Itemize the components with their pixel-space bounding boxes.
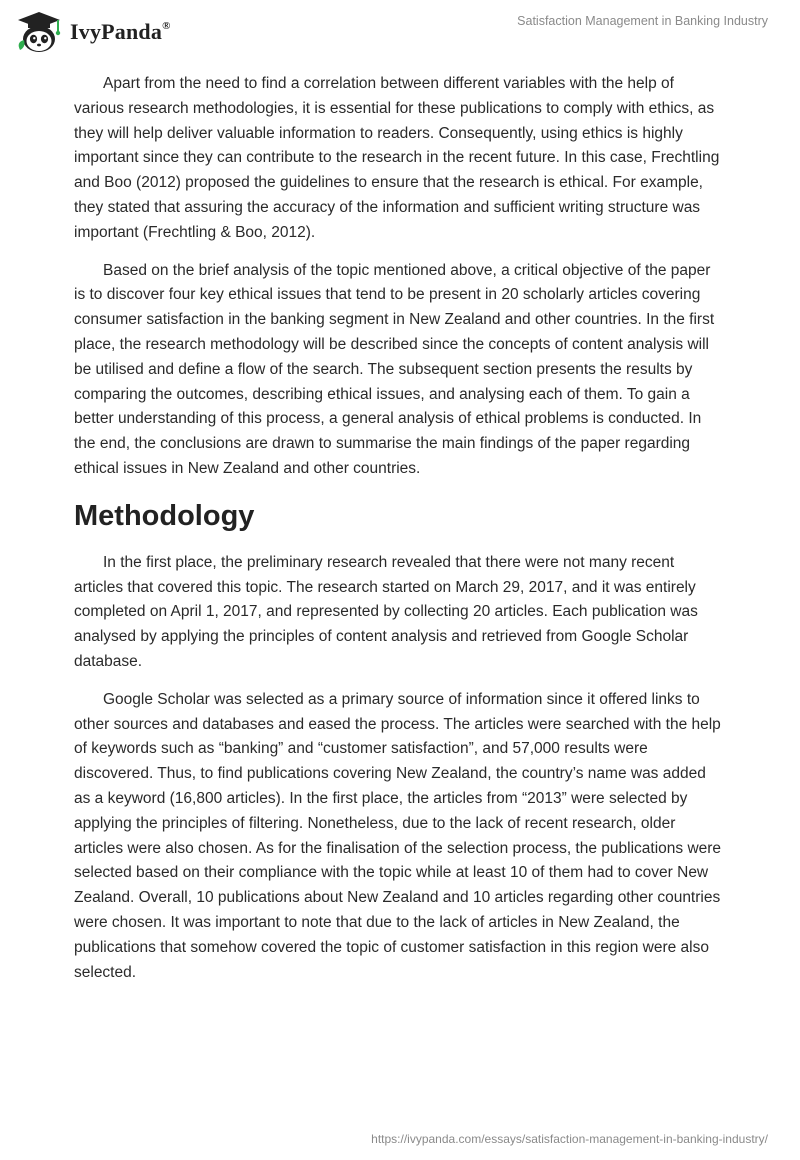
essay-body [74, 72, 724, 998]
paragraph-google-scholar: Google Scholar was selected as a primary source of information since it offered links to other sources and databases and eased the process. The articles were searched with the help of keywords such as “banking” and “customer satisfaction”, and 57,000 results were discovered. Thus, to find publications covering New Zealand, the country’s name was added as a keyword (16,800 articles). In the first place, the articles from “2013” were selected by applying the principles of filtering. Nonetheless, due to the lack of recent research, older articles were also chosen. As for the finalisation of the selection process, the publications were selected based on their compliance with the topic while at least 10 of them had to cover New Zealand. Overall, 10 publications about New Zealand and 10 articles regarding other countries were chosen. It was important to note that due to the lack of articles in New Zealand, the publications that somehow covered the topic of customer satisfaction in this region were also selected. [74, 690, 722, 981]
source-url[interactable]: https://ivypanda.com/essays/satisfaction-management-in-banking-industry/ [371, 1132, 768, 1146]
page-header [0, 0, 800, 60]
panda-graduate-icon [14, 10, 64, 54]
document-title: Satisfaction Management in Banking Industry [517, 14, 768, 28]
brand-logo[interactable] [14, 8, 171, 56]
brand-name: IvyPanda® [70, 19, 171, 44]
paragraph-preliminary-research: In the first place, the preliminary research revealed that there were not many recent articles that covered this topic. The research started on March 29, 2017, and it was entirely completed on April 1, 2017, and represented by collecting 20 articles. Each publication was analysed by applying the principles of content analysis and retrieved from Google Scholar database. [74, 553, 698, 670]
paragraph-objective: Based on the brief analysis of the topic mentioned above, a critical objective of the paper is to discover four key ethical issues that tend to be present in 20 scholarly articles covering consumer satisfaction in the banking segment in New Zealand and other countries. In the first place, the research methodology will be described since the concepts of content analysis will be utilised and define a flow of the search. The subsequent section presents the results by comparing the outcomes, describing ethical issues, and analysing each of them. To gain a better understanding of this process, a general analysis of ethical problems is conducted. In the end, the conclusions are drawn to summarise the main findings of the paper regarding ethical issues in New Zealand and other countries. [74, 261, 715, 477]
paragraph-ethics: Apart from the need to find a correlation between different variables with the help of various research methodologies, it is essential for these publications to comply with ethics, as they will help deliver valuable information to readers. Consequently, using ethics is highly important since they can contribute to the research in the recent future. In this case, Frechtling and Boo (2012) proposed the guidelines to ensure that the research is ethical. For example, they stated that assuring the accuracy of the information and sufficient writing structure was important (Frechtling & Boo, 2012). [74, 75, 720, 241]
section-heading-methodology: Methodology [74, 499, 255, 532]
